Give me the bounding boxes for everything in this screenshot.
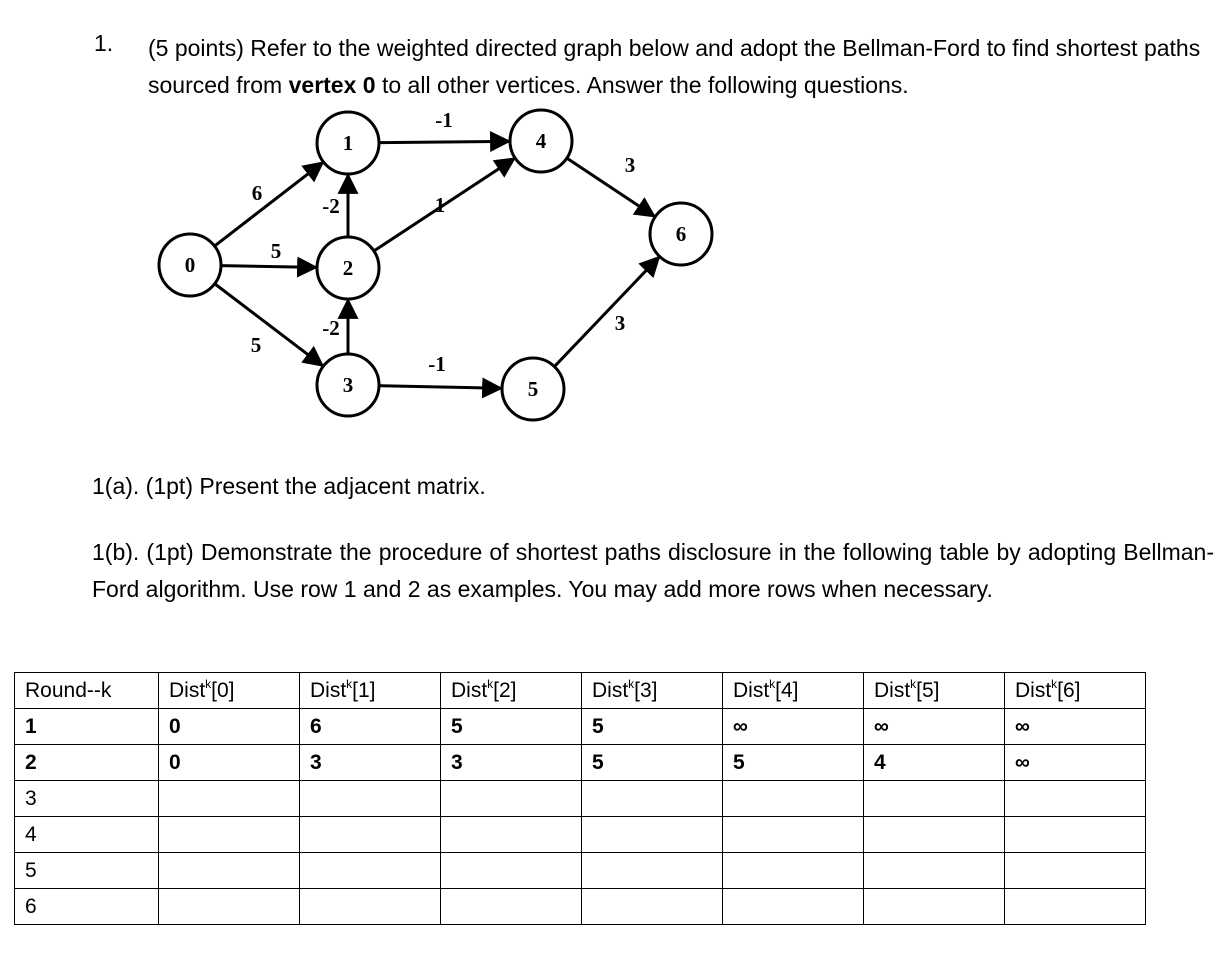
header-index: [3] (634, 678, 658, 702)
table-row (15, 709, 1146, 745)
header-dist-1 (300, 673, 441, 709)
dist-cell-0: 0 (159, 745, 300, 781)
dist-cell-6 (1005, 817, 1146, 853)
dist-cell-4 (723, 781, 864, 817)
edge-0-1 (215, 163, 323, 246)
header-base-text: Dist (733, 678, 770, 702)
dist-cell-1 (300, 817, 441, 853)
vertex-label-4: 4 (535, 129, 547, 153)
vertex-label-6: 6 (675, 222, 687, 246)
round-cell: 4 (15, 817, 159, 853)
dist-cell-5 (864, 889, 1005, 925)
bellman-ford-table (14, 672, 1146, 925)
dist-cell-3 (582, 817, 723, 853)
dist-cell-6 (1005, 853, 1146, 889)
vertex-label-1: 1 (342, 131, 354, 155)
table-row (15, 817, 1146, 853)
header-superscript: k (346, 676, 353, 691)
header-round (15, 673, 159, 709)
header-index: [4] (775, 678, 799, 702)
question-text-part2: to all other vertices. Answer the following questions. (375, 72, 909, 98)
edge-5-6 (554, 257, 658, 366)
round-cell: 1 (15, 709, 159, 745)
round-cell: 2 (15, 745, 159, 781)
table-row (15, 889, 1146, 925)
header-base-text: Dist (874, 678, 911, 702)
dist-cell-5: ∞ (864, 709, 1005, 745)
dist-cell-3 (582, 889, 723, 925)
dist-cell-2 (441, 889, 582, 925)
header-dist-2 (441, 673, 582, 709)
dist-cell-5: 4 (864, 745, 1005, 781)
graph-diagram (0, 0, 1222, 460)
dist-cell-1 (300, 781, 441, 817)
edge-weight-3-2: -2 (322, 316, 340, 340)
dist-cell-6 (1005, 889, 1146, 925)
table-header-row (15, 673, 1146, 709)
dist-cell-0: 0 (159, 709, 300, 745)
edge-0-2 (221, 266, 316, 268)
header-base-text: Dist (169, 678, 206, 702)
header-superscript: k (769, 676, 776, 691)
round-cell: 5 (15, 853, 159, 889)
edge-weight-0-1: 6 (251, 181, 263, 205)
edge-3-5 (379, 386, 501, 389)
dist-cell-4 (723, 889, 864, 925)
header-base-text: Dist (592, 678, 629, 702)
dist-cell-5 (864, 781, 1005, 817)
table-row (15, 745, 1146, 781)
dist-cell-1 (300, 889, 441, 925)
header-index: [5] (916, 678, 940, 702)
dist-cell-5 (864, 853, 1005, 889)
vertex-label-2: 2 (342, 256, 354, 280)
header-base-text: Round--k (25, 678, 112, 702)
dist-cell-3: 5 (582, 709, 723, 745)
edge-4-6 (567, 158, 655, 216)
dist-cell-2: 5 (441, 709, 582, 745)
dist-cell-1: 3 (300, 745, 441, 781)
edge-1-4 (379, 141, 509, 142)
question-number: 1. (94, 30, 114, 56)
edge-weight-4-6: 3 (624, 153, 636, 177)
header-index: [6] (1057, 678, 1081, 702)
header-index: [2] (493, 678, 517, 702)
edge-weight-1-4: -1 (435, 108, 453, 132)
round-cell: 6 (15, 889, 159, 925)
dist-cell-6: ∞ (1005, 745, 1146, 781)
vertex-label-0: 0 (184, 253, 196, 277)
question-text-bold: vertex 0 (288, 72, 376, 98)
header-superscript: k (910, 676, 917, 691)
edge-weight-2-1: -2 (322, 194, 340, 218)
dist-cell-2 (441, 853, 582, 889)
dist-cell-5 (864, 817, 1005, 853)
table-row (15, 781, 1146, 817)
header-index: [1] (352, 678, 376, 702)
header-base-text: Dist (1015, 678, 1052, 702)
header-superscript: k (205, 676, 212, 691)
subquestion-b: 1(b). (1pt) Demonstrate the procedure of shortest paths disclosure in the following table by adopting Bellman-Ford algorithm. Use row 1 and 2 as examples. You may add more rows when necessary. (92, 539, 1214, 602)
edge-0-3 (215, 284, 323, 366)
edge-weight-3-5: -1 (428, 352, 446, 376)
dist-cell-0 (159, 781, 300, 817)
header-index: [0] (211, 678, 235, 702)
dist-cell-1 (300, 853, 441, 889)
dist-cell-2: 3 (441, 745, 582, 781)
vertex-label-3: 3 (342, 373, 354, 397)
round-cell: 3 (15, 781, 159, 817)
header-dist-4 (723, 673, 864, 709)
dist-cell-2 (441, 781, 582, 817)
edge-weight-0-2: 5 (270, 239, 282, 263)
edge-weight-5-6: 3 (614, 311, 626, 335)
dist-cell-4 (723, 853, 864, 889)
header-superscript: k (628, 676, 635, 691)
header-superscript: k (1051, 676, 1058, 691)
table-row (15, 853, 1146, 889)
header-dist-0 (159, 673, 300, 709)
dist-cell-2 (441, 817, 582, 853)
header-base-text: Dist (310, 678, 347, 702)
edge-weight-2-4: 1 (434, 193, 446, 217)
dist-cell-6: ∞ (1005, 709, 1146, 745)
header-superscript: k (487, 676, 494, 691)
dist-cell-1: 6 (300, 709, 441, 745)
question-text-part1: (5 points) Refer to the weighted directed graph below and adopt the Bellman-Ford to find shortest paths sourced from (148, 35, 1201, 98)
header-dist-6 (1005, 673, 1146, 709)
header-base-text: Dist (451, 678, 488, 702)
vertex-label-5: 5 (527, 377, 539, 401)
dist-cell-3 (582, 853, 723, 889)
dist-cell-0 (159, 889, 300, 925)
dist-cell-3: 5 (582, 745, 723, 781)
dist-cell-0 (159, 817, 300, 853)
header-dist-3 (582, 673, 723, 709)
dist-cell-6 (1005, 781, 1146, 817)
dist-cell-4: 5 (723, 745, 864, 781)
dist-cell-4 (723, 817, 864, 853)
dist-cell-3 (582, 781, 723, 817)
edge-weight-0-3: 5 (250, 333, 262, 357)
dist-cell-0 (159, 853, 300, 889)
dist-cell-4: ∞ (723, 709, 864, 745)
subquestion-a: 1(a). (1pt) Present the adjacent matrix. (92, 473, 486, 499)
header-dist-5 (864, 673, 1005, 709)
